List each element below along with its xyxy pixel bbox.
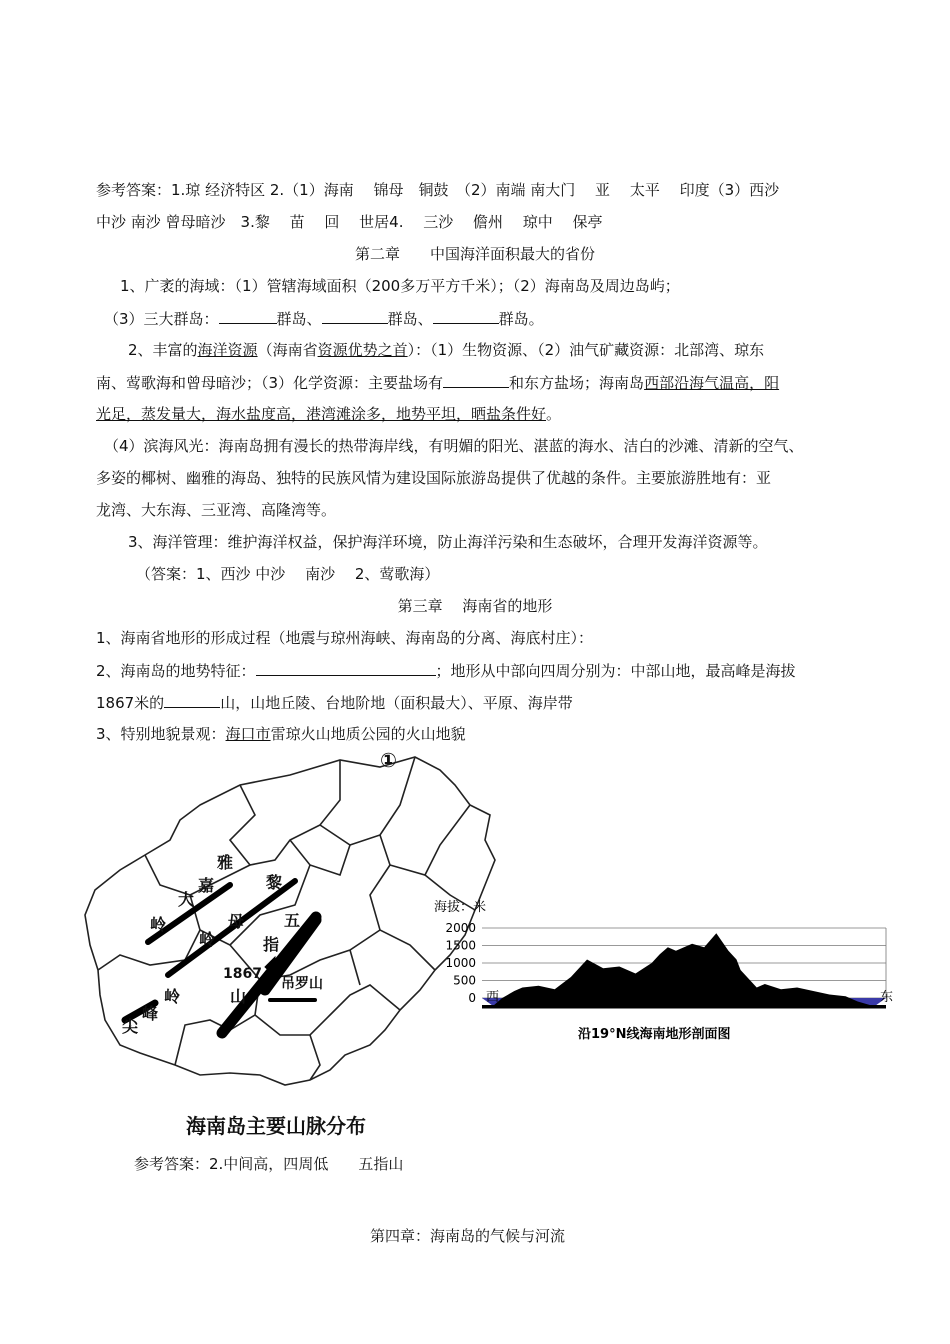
chapter4-title: 第四章：海南岛的气候与河流 [370, 1227, 566, 1245]
answer-line-2: 中沙 南沙 曾母暗沙 3.黎 苗 回 世居4. 三沙 儋州 琼中 保亭 [96, 213, 603, 231]
ch2-p2-text-a: （3）三大群岛： [104, 310, 219, 328]
fill-blank[interactable] [256, 660, 436, 676]
chapter2-title: 第二章 中国海洋面积最大的省份 [354, 245, 595, 263]
map-label-feng: 峰 [142, 1004, 159, 1023]
terrain-profile-chart [428, 895, 906, 1055]
ch2-paragraph-1: 1、广袤的海域：（1）管辖海域面积（200多万平方千米）；（2）海南岛及周边岛屿； [120, 277, 680, 295]
underlined-term: 西部沿海气温高，阳 [644, 374, 780, 392]
y-tick-label: 500 [453, 973, 476, 988]
ch3-paragraph-4 [96, 724, 466, 744]
map-label-wu: 五 [284, 911, 301, 930]
ch2-paragraph-2 [104, 308, 544, 329]
ch2-p4-text-a: 南、莺歌海和曾母暗沙；（3）化学资源：主要盐场有 [96, 374, 444, 392]
map-label-elevation: 1867 [223, 966, 262, 982]
map-label-mu: 母 [228, 912, 245, 931]
ch3-p4-text-b: 雷琼火山地质公园的火山地貌 [270, 725, 466, 743]
fill-blank[interactable] [433, 308, 499, 324]
chapter3-title: 第三章 海南省的地形 [397, 597, 553, 615]
map-label-jia: 嘉 [198, 876, 215, 895]
ch2-p3-text-c: ）：（1）生物资源、（2）油气矿藏资源：北部湾、琼东 [407, 341, 765, 359]
underlined-term: 海洋资源 [197, 341, 258, 359]
ch2-paragraph-7: 多姿的椰树、幽雅的海岛、独特的民族风情为建设国际旅游岛提供了优越的条件。主要旅游胜地有：亚 [96, 469, 772, 487]
ch2-p3-text-a: 2、丰富的 [128, 341, 198, 359]
fill-blank[interactable] [443, 372, 509, 388]
ch2-paragraph-5 [96, 404, 561, 424]
y-axis-label: 海拔：米 [434, 900, 487, 915]
ch2-p3-text-b: （海南省 [257, 341, 318, 359]
ch2-paragraph-9: 3、海洋管理：维护海洋权益，保护海洋环境，防止海洋污染和生态破坏，合理开发海洋资源等。 [128, 533, 768, 551]
ch3-p3-text-b: 山，山地丘陵、台地阶地（面积最大）、平原、海岸带 [220, 694, 573, 712]
map-label-ling: 岭 [164, 987, 181, 1006]
ch2-p5-text-b: 。 [546, 405, 562, 423]
answer-line-1: 参考答案：1.琼 经济特区 2.（1）海南 锦母 铜鼓 （2）南端 南大门 亚 太平 印度（3）西沙 [96, 181, 780, 199]
y-axis [445, 921, 476, 1005]
y-tick-label: 0 [468, 991, 476, 1005]
ch3-paragraph-2 [96, 660, 796, 681]
location-marker: ① [380, 748, 397, 772]
y-tick-label: 1500 [445, 938, 476, 953]
ch3-p2-text-a: 2、海南岛的地势特征： [96, 662, 256, 680]
ch2-p2-text-b: 群岛、 [276, 310, 322, 328]
ch2-p2-text-c: 群岛、 [387, 310, 433, 328]
ch3-paragraph-3 [96, 692, 573, 713]
ch3-p3-text-a: 1867米的 [96, 694, 165, 712]
map-label-diaoluo: 吊罗山 [281, 976, 323, 992]
map-label-jian: 尖 [122, 1017, 139, 1036]
fill-blank[interactable] [164, 692, 220, 708]
fill-blank[interactable] [322, 308, 388, 324]
chart-title: 沿19°N线海南地形剖面图 [578, 1027, 731, 1042]
ch2-p4-text-b: 和东方盐场；海南岛 [509, 374, 645, 392]
west-label: 西 [486, 990, 500, 1005]
ch2-paragraph-4 [96, 372, 779, 393]
ch2-paragraph-6: （4）滨海风光：海南岛拥有漫长的热带海岸线，有明媚的阳光、湛蓝的海水、洁白的沙滩、清新的空气、 [104, 437, 804, 455]
ch3-p4-text-a: 3、特别地貌景观： [96, 725, 226, 743]
ch3-p2-text-b: ；地形从中部向四周分别为：中部山地，最高峰是海拔 [435, 662, 796, 680]
east-label: 东 [880, 990, 894, 1005]
ch3-paragraph-1: 1、海南省地形的形成过程（地震与琼州海峡、海南岛的分离、海底村庄）： [96, 629, 594, 647]
underlined-term: 海口市 [225, 725, 271, 743]
y-tick-label: 1000 [445, 956, 476, 970]
map-title: 海南岛主要山脉分布 [186, 1114, 366, 1138]
map-label-ling: 岭 [150, 915, 167, 934]
underlined-term: 光足，蒸发量大，海水盐度高，港湾滩涂多，地势平坦，晒盐条件好 [96, 405, 547, 423]
terrain-area [482, 933, 886, 1008]
map-label-li: 黎 [266, 873, 283, 892]
ch2-p2-text-d: 群岛。 [498, 310, 544, 328]
ch3-answer: 参考答案：2.中间高，四周低 五指山 [134, 1155, 404, 1173]
ch2-paragraph-8: 龙湾、大东海、三亚湾、高隆湾等。 [96, 501, 337, 519]
ch2-paragraph-3 [128, 340, 764, 360]
map-label-ling: 岭 [199, 930, 216, 949]
fill-blank[interactable] [219, 308, 277, 324]
map-label-zhi: 指 [263, 935, 280, 954]
underlined-term: 资源优势之首 [317, 341, 408, 359]
map-label-ya: 雅 [217, 853, 234, 872]
map-label-shan: 山 [230, 987, 247, 1006]
ch2-answer: （答案：1、西沙 中沙 南沙 2、莺歌海） [136, 565, 440, 583]
y-tick-label: 2000 [445, 921, 476, 935]
map-label-da: 大 [178, 890, 195, 909]
